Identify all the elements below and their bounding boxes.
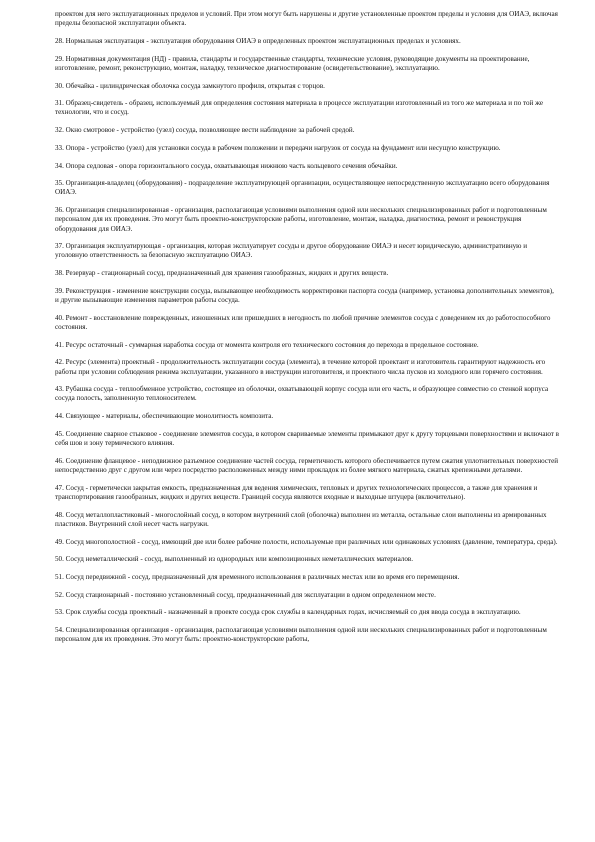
- definition-45: 45. Соединение сварное стыковое - соединение элементов сосуда, в котором свариваемые элементы примыкают друг к другу торцевыми поверхностями и включают в себя шов и зону термического влияния.: [55, 429, 560, 448]
- definition-40: 40. Ремонт - восстановление поврежденных, изношенных или пришедших в негодность по любой причине элементов сосуда с доведением их до работоспособного состояния.: [55, 313, 551, 331]
- definition-41: 41. Ресурс остаточный - суммарная наработка сосуда от момента контроля его технического состояния до перехода в предельное состояние.: [55, 340, 479, 349]
- definition-42: 42. Ресурс (элемента) проектный - продолжительность эксплуатации сосуда (элемента), в течение которой проектант и изготовитель гарантируют надежность его работы при условии соблюдения режима эксплуатации, указанного в инструкции изготовителя, и проектного числа пусков из холодного или горячего состояния.: [55, 358, 546, 376]
- definition-50: 50. Сосуд неметаллический - сосуд, выполненный из однородных или композиционных неметаллических материалов.: [55, 555, 414, 564]
- definition-31: 31. Образец-свидетель - образец, используемый для определения состояния материала в процессе эксплуатации изготовленный из того же материала и по той же технологии, что и сосуд.: [55, 99, 544, 117]
- definition-29: 29. Нормативная документация (НД) - правила, стандарты и государственные стандарты, технические условия, руководящие документы на проектирование, изготовление, ремонт, реконструкцию, монтаж, наладку, техническое диагностирование (освидетельствование), эксплуатацию.: [55, 54, 530, 72]
- definition-37: 37. Организация эксплуатирующая - организация, которая эксплуатирует сосуды и другое оборудование ОИАЭ и несет юридическую, административную и уголовную ответственность за безопасную эксплуатацию ОИАЭ.: [55, 242, 528, 260]
- definition-39: 39. Реконструкция - изменение конструкции сосуда, вызывающее необходимость корректировки паспорта сосуда (например, установка дополнительных элементов), и другие вызывающие изменения параметров работы сосуда.: [55, 286, 554, 305]
- definition-51: 51. Сосуд передвижной - сосуд, предназначенный для временного использования в различных местах или во время его перемещения.: [55, 572, 460, 581]
- definition-38: 38. Резервуар - стационарный сосуд, предназначенный для хранения газообразных, жидких и других веществ.: [55, 269, 389, 278]
- definition-48: 48. Сосуд металлопластиковый - многослойный сосуд, в котором внутренний слой (оболочка) выполнен из металла, остальные слои выполнены из армированных пластиков. Внутренний слой несет часть нагрузки.: [55, 510, 547, 528]
- definition-54: 54. Специализированная организация - организация, располагающая условиями выполнения одной или нескольких специализированных работ и подготовленным персоналом для их проведения. Это могут быть: проектно-конструкторские работы,: [55, 626, 547, 644]
- definition-30: 30. Обечайка - цилиндрическая оболочка сосуда замкнутого профиля, открытая с торцов.: [55, 81, 325, 90]
- definition-52: 52. Сосуд стационарный - постоянно установленный сосуд, предназначенный для эксплуатации в одном определенном месте.: [55, 590, 436, 599]
- definition-28: 28. Нормальная эксплуатация - эксплуатация оборудования ОИАЭ в определенных проектом эксплуатационных пределах и условиях.: [55, 36, 461, 45]
- definition-47: 47. Сосуд - герметически закрытая емкость, предназначенная для ведения химических, тепловых и других технологических процессов, а также для хранения и транспортирования газообразных, жидких и других веществ. Границей сосуда являются входные и выходные штуцера (включительно).: [55, 483, 538, 501]
- definition-46: 46. Соединение фланцевое - неподвижное разъемное соединение частей сосуда, герметичность которого обеспечивается путем сжатия уплотнительных поверхностей непосредственно друг с другом или через посредство расположенных между ними прокладок из более мягкого материала, сжатых крепежными деталями.: [55, 456, 559, 474]
- paragraph-continuation: проектом для него эксплуатационных пределов и условий. При этом могут быть нарушены и другие установленные проектом пределы и условия для ОИАЭ, включая пределы безопасной эксплуатации объекта.: [55, 10, 558, 28]
- definition-33: 33. Опора - устройство (узел) для установки сосуда в рабочем положении и передачи нагрузок от сосуда на фундамент или несущую конструкцию.: [55, 143, 501, 152]
- definition-49: 49. Сосуд многополостной - сосуд, имеющий две или более рабочие полости, используемые при различных или одинаковых условиях (давление, температура, среда).: [55, 537, 558, 546]
- definition-53: 53. Срок службы сосуда проектный - назначенный в проекте сосуда срок службы в календарных годах, исчисляемый со дня ввода сосуда в эксплуатацию.: [55, 608, 521, 617]
- definition-36: 36. Организация специализированная - организация, располагающая условиями выполнения одной или нескольких специализированных работ и подготовленным персоналом для их проведения. Это могут быть проектно-конструкторские работы, изготовление, монтаж, наладка, диагностика, ремонт и реконструкция оборудования для ОИАЭ.: [55, 206, 547, 233]
- definition-35: 35. Организация-владелец (оборудования) - подразделение эксплуатирующей организации, осуществляющее непосредственную эксплуатацию всего оборудования ОИАЭ.: [55, 179, 550, 197]
- definition-34: 34. Опора седловая - опора горизонтального сосуда, охватывающая нижнюю часть кольцевого сечения обечайки.: [55, 161, 398, 170]
- definition-44: 44. Связующее - материалы, обеспечивающие монолитность композита.: [55, 412, 274, 421]
- definition-32: 32. Окно смотровое - устройство (узел) сосуда, позволяющее вести наблюдение за рабочей средой.: [55, 126, 355, 135]
- definition-43: 43. Рубашка сосуда - теплообменное устройство, состоящее из оболочки, охватывающей корпус сосуда или его часть, и образующее совместно со стенкой корпуса сосуда полость, заполненную теплоносителем.: [55, 385, 549, 403]
